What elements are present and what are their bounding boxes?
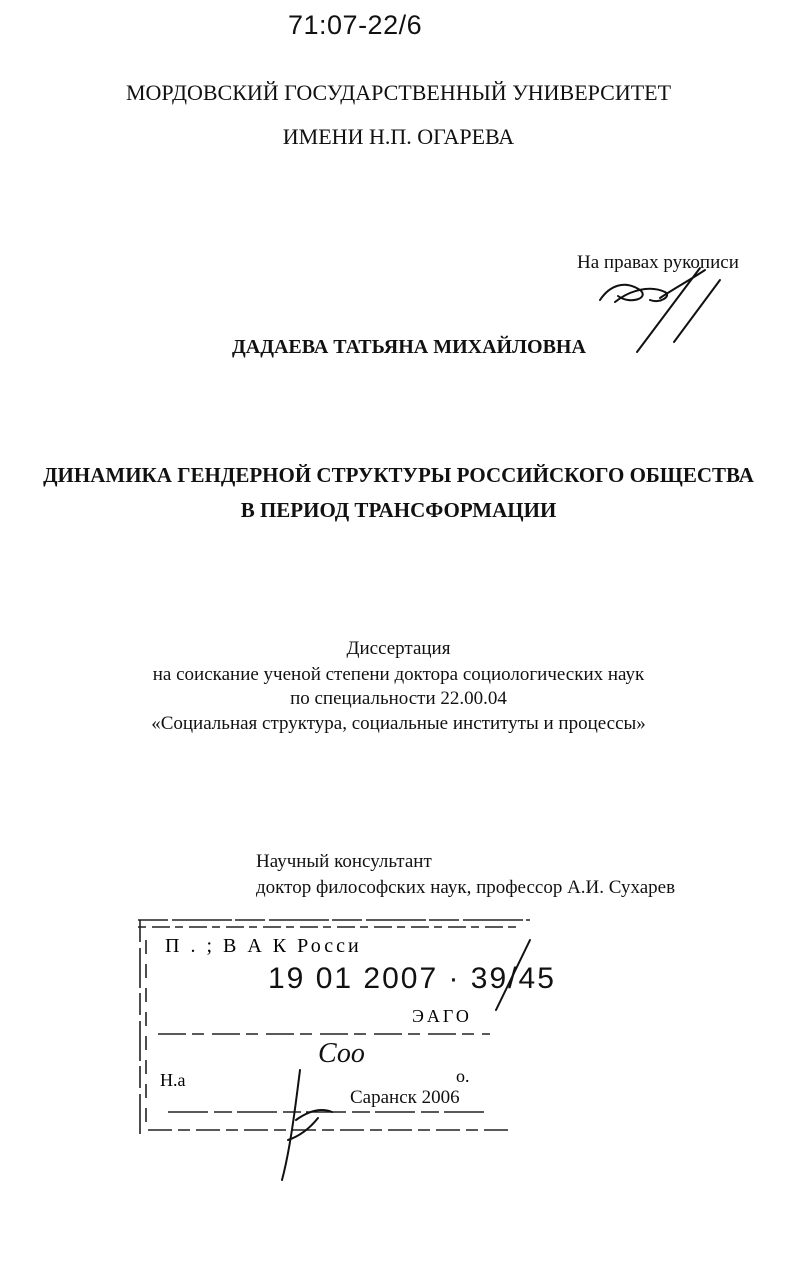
city-year: Саранск 2006 [350,1087,460,1108]
dissertation-label: Диссертация [346,638,451,659]
stamp-date: 19 01 2007 · 39/45 [268,962,556,995]
university-name-line2: ИМЕНИ Н.П. ОГАРЕВА [282,124,515,149]
stamp-line5-right: о. [456,1066,470,1086]
thesis-title-line1: ДИНАМИКА ГЕНДЕРНОЙ СТРУКТУРЫ РОССИЙСКОГО ОБЩЕСТВА [43,463,754,487]
stamp-line3: ЭАГО [412,1006,472,1026]
consultant-label: Научный консультант [256,851,432,872]
stamp-line5: Н.а [160,1070,186,1090]
consultant-name: доктор философских наук, профессор А.И. Сухарев [256,877,676,898]
specialty-code: по специальности 22.00.04 [290,688,507,709]
stamp-header: П . ; В А К Росси [165,935,362,957]
thesis-title-line2: В ПЕРИОД ТРАНСФОРМАЦИИ [240,498,557,522]
library-code: 71:07-22/6 [288,10,423,40]
university-name: МОРДОВСКИЙ ГОСУДАРСТВЕННЫЙ УНИВЕРСИТЕТ [125,80,672,105]
degree-line: на соискание ученой степени доктора социологических наук [152,664,645,685]
author-name: ДАДАЕВА ТАТЬЯНА МИХАЙЛОВНА [232,336,586,358]
author-signature [600,268,720,352]
manuscript-note: На правах рукописи [577,252,739,273]
specialty-name: «Социальная структура, социальные институты и процессы» [151,713,646,734]
stamp-initials: Соо [318,1038,365,1069]
